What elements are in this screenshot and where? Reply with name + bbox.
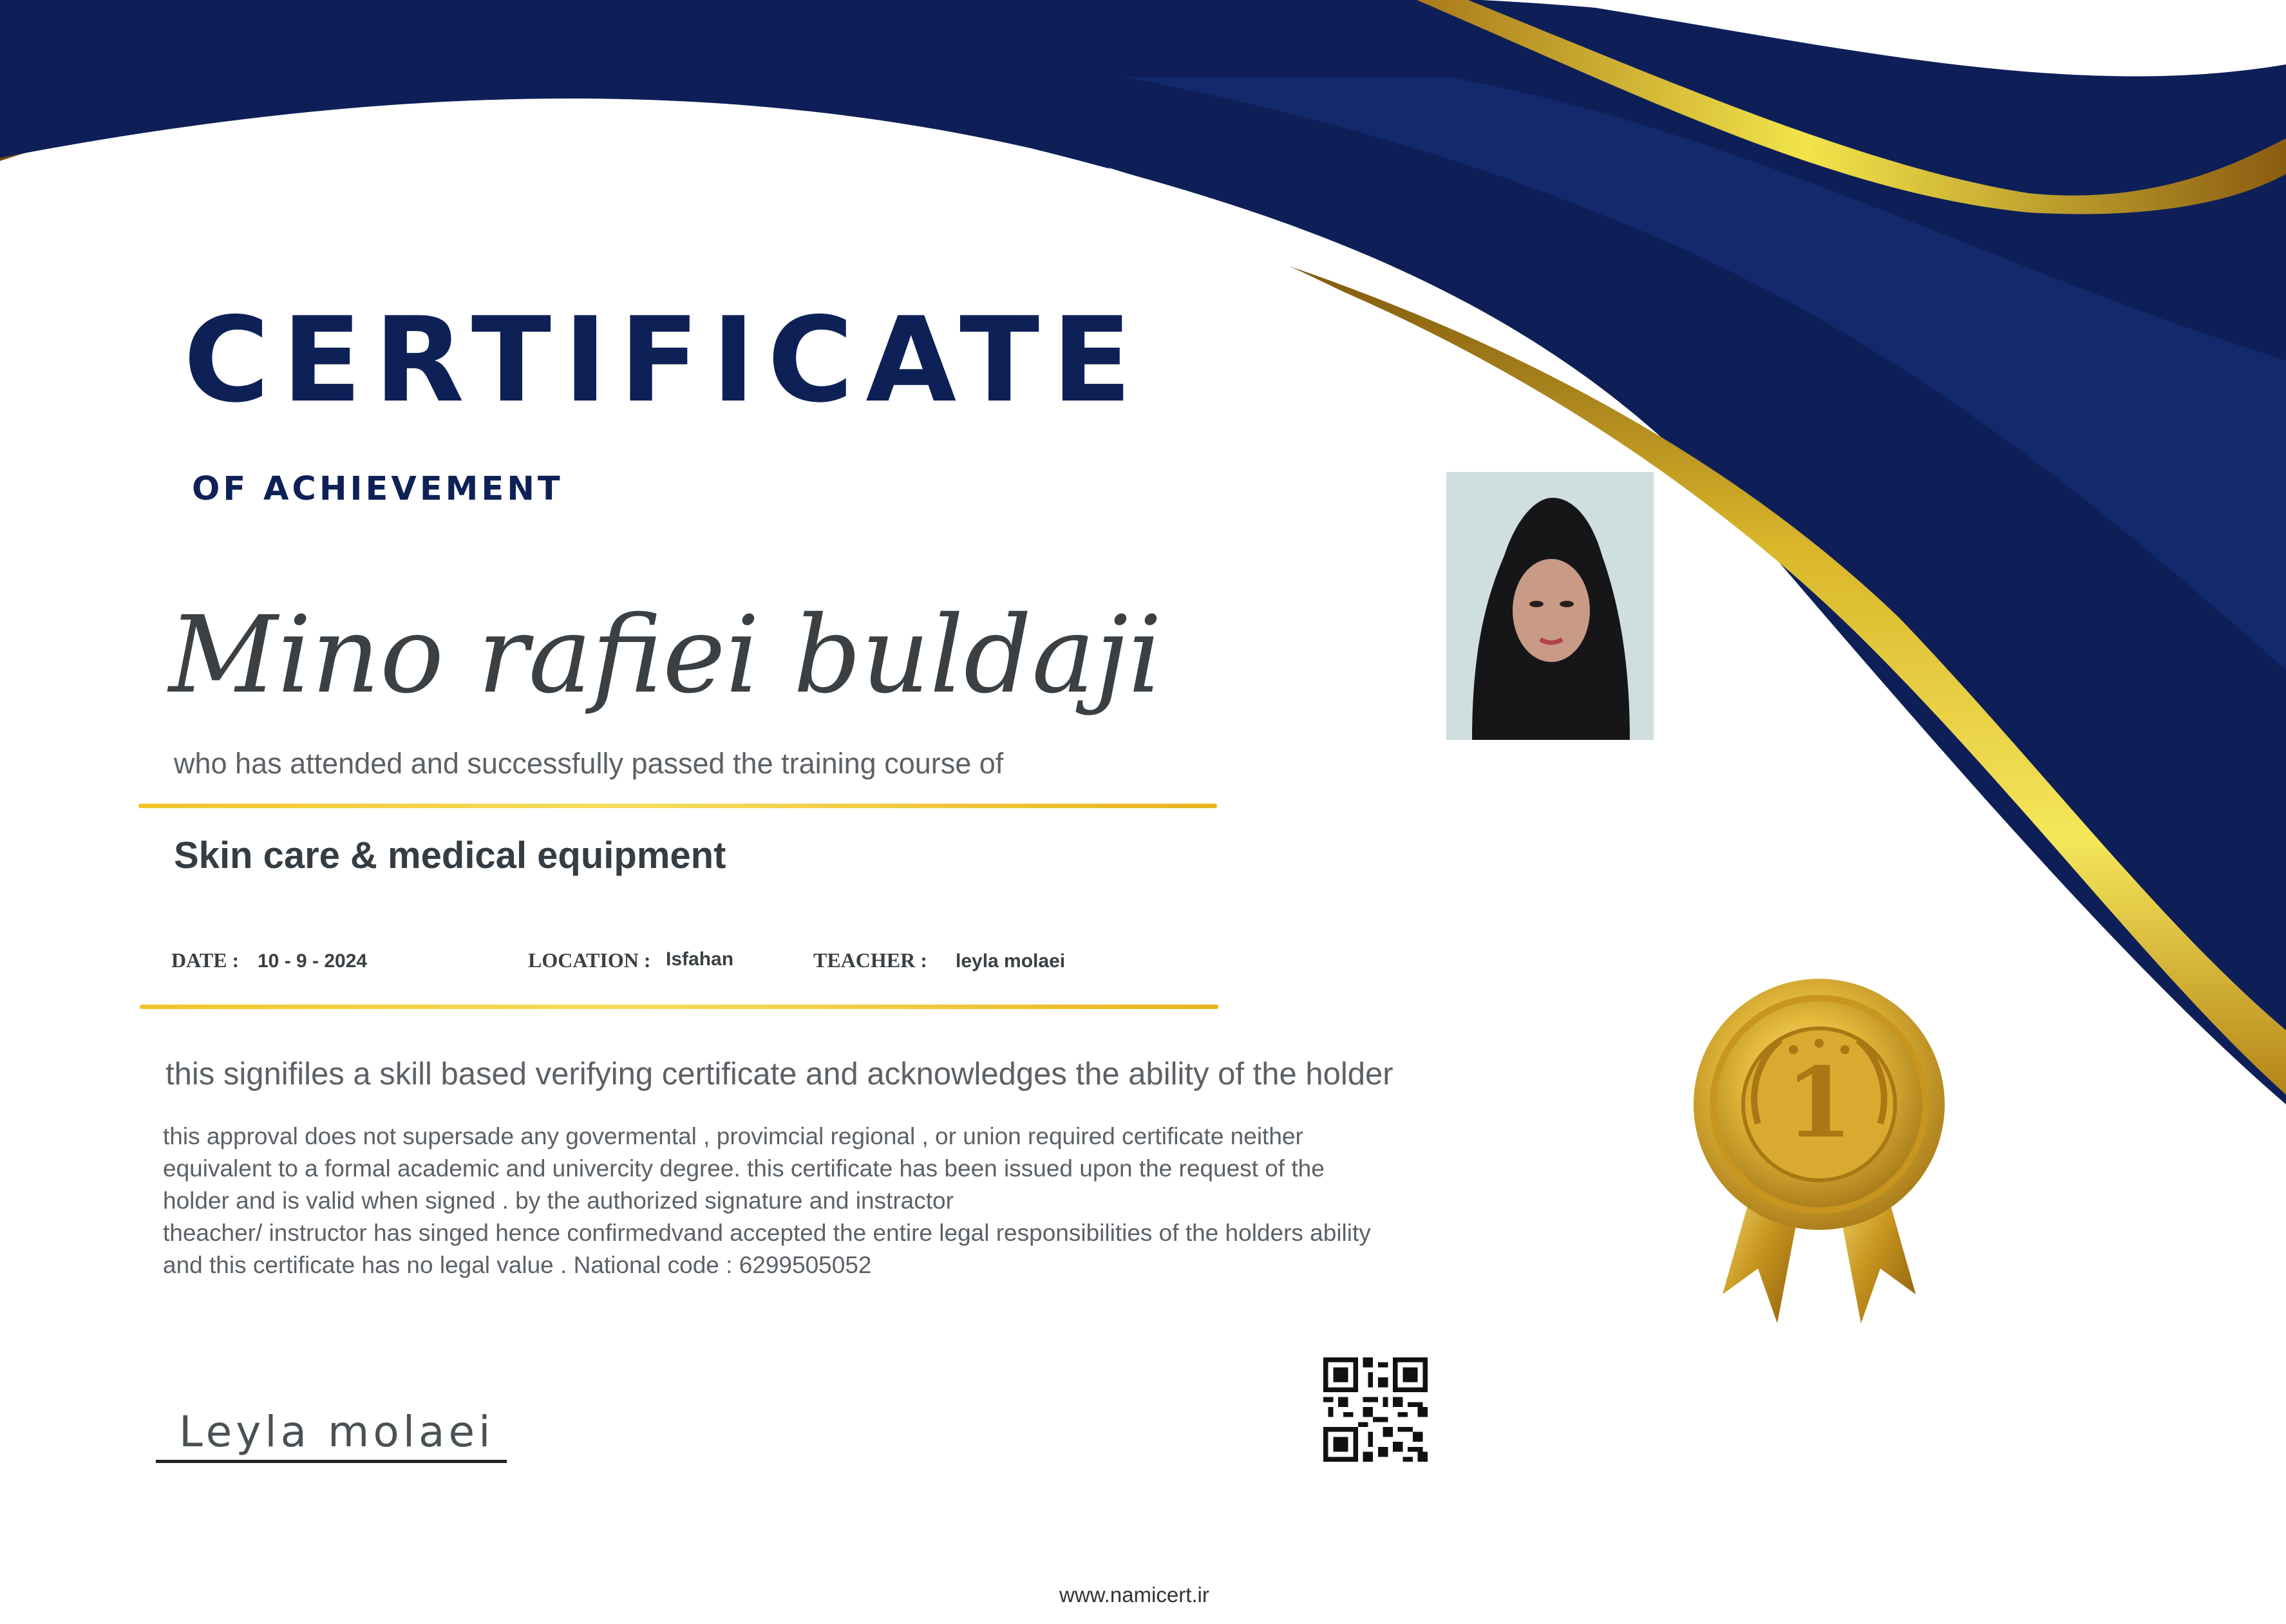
seal-number: 1 (1785, 1046, 1853, 1160)
holder-name: Mino rafiei buldaji (169, 593, 1162, 717)
date-label: DATE : (171, 949, 240, 972)
disclaimer-line: equivalent to a formal academic and univercity degree. this certificate has been issued upon the request of the (163, 1155, 1325, 1182)
gold-divider-bottom (140, 1005, 1218, 1009)
teacher-value: leyla molaei (956, 950, 1066, 972)
location-value: Isfahan (666, 949, 734, 970)
website-link[interactable]: www.namicert.ir (1059, 1583, 1209, 1607)
disclaimer-line: theacher/ instructor has singed hence confirmedvand accepted the entire legal responsibilities of the holders ability (163, 1220, 1371, 1246)
attended-text: who has attended and successfully passed the training course of (174, 747, 1004, 780)
signature-line (156, 1460, 507, 1463)
gold-medal-seal-icon (1687, 976, 1958, 1336)
disclaimer-line: holder and is valid when signed . by the authorized signature and instractor (163, 1187, 954, 1214)
course-name: Skin care & medical equipment (174, 835, 726, 876)
date-value: 10 - 9 - 2024 (258, 950, 368, 972)
disclaimer-line: this approval does not supersade any govermental , provimcial regional , or union required certificate neither (163, 1123, 1303, 1149)
location-label: LOCATION : (528, 949, 651, 972)
disclaimer-text (163, 1120, 1502, 1281)
certificate-title: CERTIFICATE (184, 292, 1144, 428)
signature-name: Leyla molaei (179, 1407, 495, 1457)
certificate-subtitle: OF ACHIEVEMENT (192, 470, 563, 508)
holder-photo-icon (1446, 472, 1654, 740)
signifies-text: this signifiles a skill based verifying certificate and acknowledges the ability of the holder (165, 1057, 1393, 1091)
disclaimer-line: and this certificate has no legal value . National code : 6299505052 (163, 1252, 872, 1278)
qr-code-icon[interactable] (1323, 1357, 1428, 1462)
teacher-label: TEACHER : (813, 949, 927, 972)
gold-divider-top (138, 804, 1217, 808)
